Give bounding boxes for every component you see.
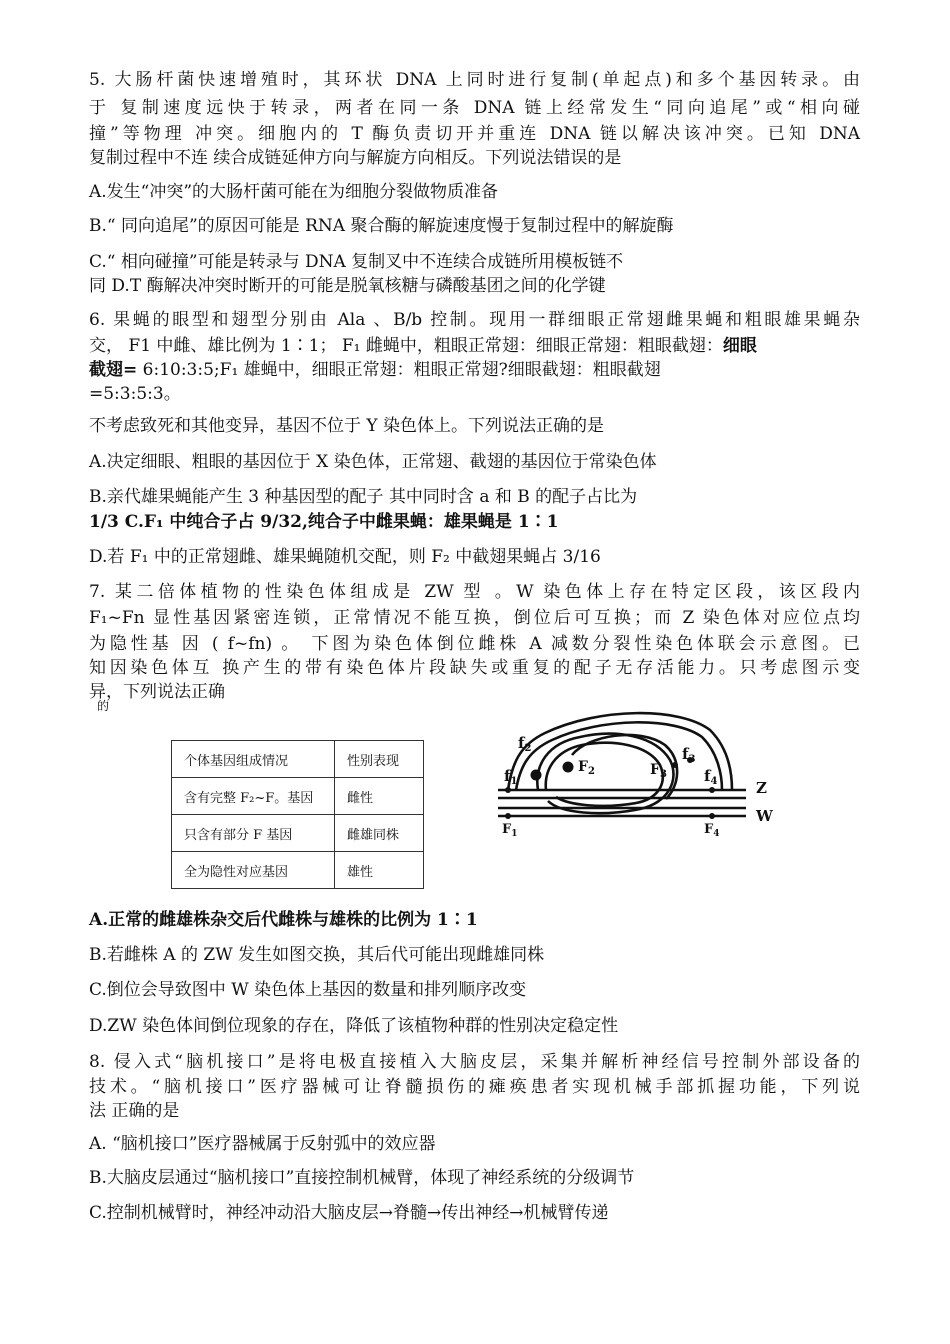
q5-option-b: B.“ 同向追尾”的原因可能是 RNA 聚合酶的解旋速度慢于复制过程中的解旋酶 [89,216,674,236]
q5-stem-line-4: 复制过程中不连 续合成链延伸方向与解旋方向相反。下列说法错误的是 [89,148,622,168]
q6-option-b-c-line: 1/3 C.F₁ 中纯合子占 9/32,纯合子中雌果蝇：雄果蝇是 1∶1 [89,512,559,532]
q8-option-b: B.大脑皮层通过“脑机接口”直接控制机械臂，体现了神经系统的分级调节 [89,1168,635,1188]
sex-phenotype-table [171,740,424,889]
q8-stem-line-3: 法 正确的是 [89,1101,180,1121]
q7-stem-line-1: 7. 某二倍体植物的性染色体组成是 ZW 型 。W 染色体上存在特定区段，该区段内 [89,582,860,602]
gene-locus-dot [672,762,678,768]
gene-locus-dot [709,813,715,819]
label-Z: Z [756,779,767,797]
q7-option-c: C.倒位会导致图中 W 染色体上基因的数量和排列顺序改变 [89,980,527,1000]
q6-stem-line-3 [89,358,860,382]
label-F3: $F_3$ [650,762,667,780]
table-cell: 雌性 [335,778,424,815]
q7-stem-line-3: 为隐性基 因 ( f~fn) 。 下图为染色体倒位雌株 A 减数分裂性染色体联会示意图。已 [89,634,860,654]
q5-option-c-line-1: C.“ 相向碰撞”可能是转录与 DNA 复制叉中不连续合成链所用模板链不 [89,252,624,272]
table-cell: 含有完整 F₂~F。基因 [172,778,335,815]
table-row [172,815,424,852]
q6-stem-line-5: 不考虑致死和其他变异，基因不位于 Y 染色体上。下列说法正确的是 [89,416,605,436]
label-W: W [756,807,773,825]
q6-stem-line-1: 6. 果蝇的眼型和翅型分别由 Ala 、B/b 控制。现用一群细眼正常翅雌果蝇和粗眼雄果蝇杂 [89,310,860,330]
label-f1: $f_1$ [504,767,518,787]
label-f3: $f_3$ [682,745,696,765]
gene-locus-dot [563,762,574,773]
q7-option-a: A.正常的雌雄株杂交后代雌株与雄株的比例为 1∶1 [89,910,478,930]
q6-stem-line-2 [89,334,860,358]
q5-stem-line-2: 于 复制速度远快于转录，两者在同一条 DNA 链上经常发生“同向追尾”或“相向碰 [89,98,860,118]
q7-stem-line-4: 知因染色体互 换产生的带有染色体片段缺失或重复的配子无存活能力。只考虑图示变 [89,658,860,678]
table-header-row [172,741,424,778]
q5-stem-line-1: 5. 大肠杆菌快速增殖时，其环状 DNA 上同时进行复制(单起点)和多个基因转录。由 [89,70,860,90]
q7-stem-line-5-tail: 的 [97,699,110,713]
q8-option-a: A. “脑机接口”医疗器械属于反射弧中的效应器 [89,1134,436,1154]
gene-locus-dot [505,787,511,793]
table-row [172,778,424,815]
q6-stem-line-2-bold: 细眼 [722,336,757,356]
chromosome-loop [546,743,663,806]
table-cell: 全为隐性对应基因 [172,852,335,889]
q8-option-c: C.控制机械臂时，神经冲动沿大脑皮层→脊髓→传出神经→机械臂传递 [89,1203,609,1223]
q6-option-a: A.决定细眼、粗眼的基因位于 X 染色体，正常翅、截翅的基因位于常染色体 [89,452,657,472]
q7-stem-line-2: F₁~Fn 显性基因紧密连锁，正常情况不能互换，倒位后可互换；而 Z 染色体对应位点均 [89,608,860,628]
chromosome-synapsis-diagram [490,705,790,850]
label-f4: $f_4$ [704,767,718,787]
table-cell: 只含有部分 F 基因 [172,815,335,852]
q6-option-b: B.亲代雄果蝇能产生 3 种基因型的配子 其中同时含 a 和 B 的配子占比为 [89,487,638,507]
q7-option-d: D.ZW 染色体间倒位现象的存在，降低了该植物种群的性别决定稳定性 [89,1016,619,1036]
q5-option-a: A.发生“冲突”的大肠杆菌可能在为细胞分裂做物质准备 [89,182,499,202]
q6-stem-line-3-text: 6:10:3:5;F₁ 雄蝇中，细眼正常翅：粗眼正常翅?细眼截翅：粗眼截翅 [137,360,661,380]
q5-stem-line-3: 撞”等物理 冲突。细胞内的 T 酶负责切开并重连 DNA 链以解决该冲突。已知 DNA [89,124,860,144]
table-header-cell: 性别表现 [335,741,424,778]
q6-stem-line-4: =5:3:5:3。 [89,384,181,404]
table-cell: 雄性 [335,852,424,889]
gene-locus-dot [709,787,715,793]
label-F4-bottom: $F_4$ [704,822,720,839]
q5-option-c-d-line: 同 D.T 酶解决冲突时断开的可能是脱氧核糖与磷酸基团之间的化学键 [89,276,606,296]
label-F1-bottom: $F_1$ [502,822,518,839]
gene-locus-dot [531,770,542,781]
q6-stem-line-2-text: 交， F1 中雌、雄比例为 1∶1； F₁ 雌蝇中，粗眼正常翅：细眼正常翅：粗眼截翅： [89,336,723,356]
label-F2: $F_2$ [578,759,595,777]
table-header-cell: 个体基因组成情况 [172,741,335,778]
label-f2: $f_2$ [518,734,532,754]
q7-stem-line-5: 异，下列说法正确 [89,682,225,702]
gene-locus-dot [505,813,511,819]
q7-option-b: B.若雌株 A 的 ZW 发生如图交换，其后代可能出现雌雄同株 [89,945,545,965]
q6-option-d: D.若 F₁ 中的正常翅雌、雄果蝇随机交配，则 F₂ 中截翅果蝇占 3/16 [89,547,601,567]
chromosome-loop [508,713,732,790]
table-cell: 雌雄同株 [335,815,424,852]
table-row [172,852,424,889]
q8-stem-line-2: 技术。“脑机接口”医疗器械可让脊髓损伤的瘫痪患者实现机械手部抓握功能，下列说 [89,1077,860,1097]
q8-stem-line-1: 8. 侵入式“脑机接口”是将电极直接植入大脑皮层，采集并解析神经信号控制外部设备的 [89,1052,860,1072]
q6-stem-line-3-bold: 截翅= [89,360,138,380]
